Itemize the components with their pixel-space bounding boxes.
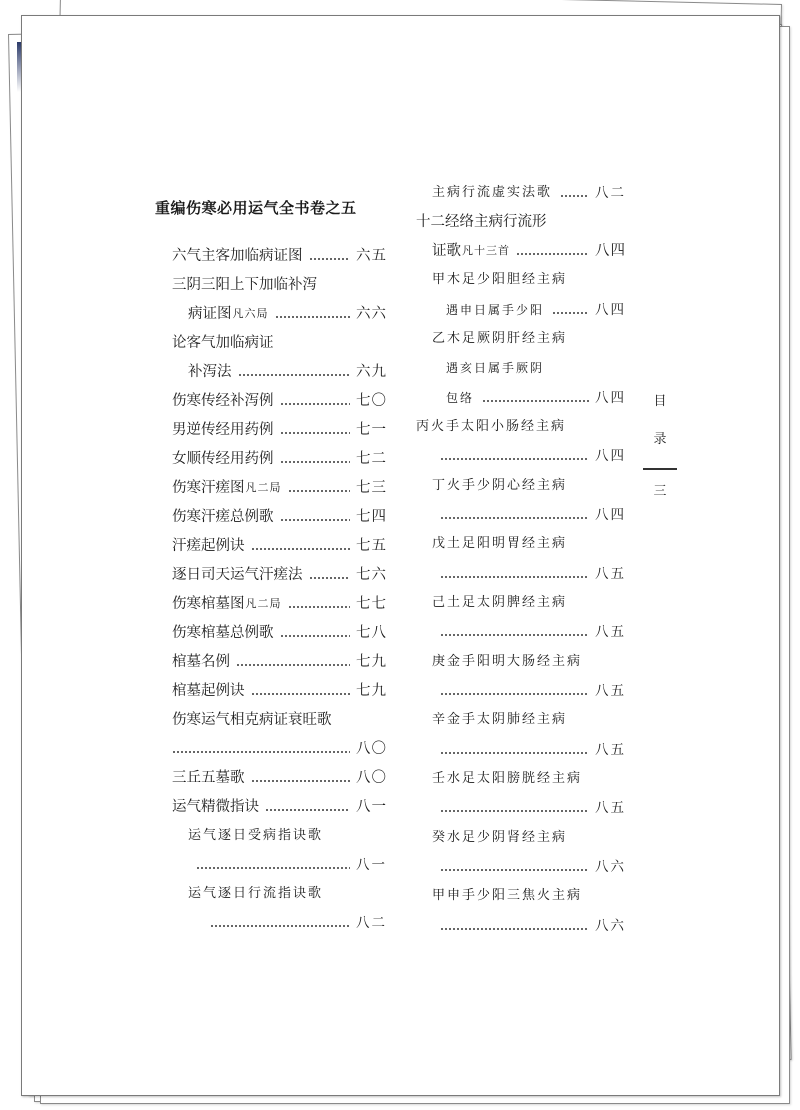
dot-leader <box>238 374 351 376</box>
toc-entry-title: 十二经络主病行流形 <box>416 214 547 230</box>
toc-entry[interactable] <box>416 796 626 820</box>
toc-entry[interactable] <box>172 331 387 355</box>
toc-entry[interactable] <box>172 592 387 616</box>
toc-entry-page-number: 八五 <box>595 742 626 758</box>
toc-entry[interactable] <box>416 298 626 322</box>
toc-entry[interactable] <box>172 447 387 471</box>
toc-entry[interactable] <box>416 327 626 351</box>
dot-leader <box>265 809 350 811</box>
toc-entry-title: 包络 <box>446 391 475 405</box>
dot-leader <box>482 400 589 402</box>
dot-leader <box>440 928 589 930</box>
dot-leader <box>440 634 589 636</box>
toc-entry-page-number: 七七 <box>356 596 387 612</box>
toc-entry-title: 伤寒汗瘥图 <box>172 480 245 496</box>
dot-leader <box>251 693 351 695</box>
toc-entry-title: 运气逐日受病指诀歌 <box>188 828 324 843</box>
toc-entry[interactable] <box>416 532 626 556</box>
toc-entry-title: 补泻法 <box>188 364 232 380</box>
toc-entry-page-number: 七九 <box>356 683 387 699</box>
toc-entry[interactable] <box>416 268 626 292</box>
dot-leader <box>280 461 351 463</box>
toc-entry-title: 男逆传经用药例 <box>172 422 274 438</box>
toc-entry-page-number: 七九 <box>356 654 387 670</box>
toc-entry[interactable] <box>416 738 626 762</box>
dot-leader <box>309 577 351 579</box>
toc-entry-page-number: 八六 <box>595 918 626 934</box>
toc-entry-title: 伤寒汗瘥总例歌 <box>172 509 274 525</box>
toc-entry-page-number: 七五 <box>356 538 387 554</box>
toc-entry-title: 乙木足厥阴肝经主病 <box>432 331 568 346</box>
toc-entry[interactable] <box>416 914 626 938</box>
toc-entry-page-number: 六五 <box>356 248 387 264</box>
toc-entry[interactable] <box>172 360 387 384</box>
side-label-rule <box>643 468 677 470</box>
toc-entry[interactable] <box>416 181 626 205</box>
toc-entry[interactable] <box>416 767 626 791</box>
toc-entry-note: 凡十三首 <box>462 244 510 257</box>
toc-entry-title: 运气逐日行流指诀歌 <box>188 886 324 901</box>
toc-entry-page-number: 七三 <box>356 480 387 496</box>
toc-entry-title: 甲申手少阳三焦火主病 <box>432 888 583 903</box>
toc-entry[interactable] <box>416 210 626 234</box>
toc-entry-title: 伤寒传经补泻例 <box>172 393 274 409</box>
dot-leader <box>280 635 351 637</box>
toc-entry-title: 壬水足太阳膀胱经主病 <box>432 771 583 786</box>
dot-leader <box>560 195 589 197</box>
dot-leader <box>288 490 351 492</box>
dot-leader <box>280 432 351 434</box>
toc-entry-title: 伤寒运气相克病证衰旺歌 <box>172 712 332 728</box>
toc-entry-title: 己土足太阴脾经主病 <box>432 595 568 610</box>
toc-page <box>21 15 780 1096</box>
dot-leader <box>440 458 589 460</box>
toc-entry[interactable] <box>416 884 626 908</box>
toc-entry-page-number: 八四 <box>595 448 626 464</box>
toc-entry-title: 病证图 <box>188 306 232 322</box>
side-label-char-1: 目 <box>653 394 667 409</box>
dot-leader <box>440 869 589 871</box>
toc-entry-page-number: 八四 <box>595 243 626 259</box>
toc-entry-page-number: 八一 <box>356 799 387 815</box>
dot-leader <box>440 576 589 578</box>
toc-entry[interactable] <box>172 563 387 587</box>
dot-leader <box>552 312 589 314</box>
dot-leader <box>280 519 351 521</box>
toc-entry-title: 伤寒棺墓图 <box>172 596 245 612</box>
toc-entry[interactable] <box>416 356 626 380</box>
toc-entry-title: 三阴三阳上下加临补泻 <box>172 277 317 293</box>
toc-entry-page-number: 七〇 <box>356 393 387 409</box>
dot-leader <box>440 752 589 754</box>
toc-entry[interactable] <box>416 386 626 410</box>
toc-entry-title: 论客气加临病证 <box>172 335 274 351</box>
toc-entry[interactable] <box>416 650 626 674</box>
toc-entry-page-number: 七八 <box>356 625 387 641</box>
toc-entry-page-number: 八五 <box>595 683 626 699</box>
toc-entry[interactable] <box>172 302 387 326</box>
toc-entry[interactable] <box>172 737 387 761</box>
toc-entry[interactable] <box>172 505 387 529</box>
toc-entry-title: 伤寒棺墓总例歌 <box>172 625 274 641</box>
toc-entry[interactable] <box>172 244 387 268</box>
toc-entry-page-number: 八五 <box>595 800 626 816</box>
side-label-char-2: 录 <box>653 432 667 447</box>
toc-entry[interactable] <box>416 708 626 732</box>
toc-entry-page-number: 八四 <box>595 390 626 406</box>
toc-entry[interactable] <box>172 708 387 732</box>
toc-entry[interactable] <box>416 239 626 263</box>
dot-leader <box>288 606 351 608</box>
dot-leader <box>236 664 350 666</box>
side-page-number: 三 <box>653 484 667 499</box>
toc-entry[interactable] <box>416 474 626 498</box>
dot-leader <box>196 867 350 869</box>
dot-leader <box>516 253 589 255</box>
dot-leader <box>440 810 589 812</box>
toc-entry-note: 凡二局 <box>245 597 282 610</box>
toc-entry[interactable] <box>172 911 387 935</box>
toc-entry-title: 棺墓名例 <box>172 654 230 670</box>
toc-entry-title: 逐日司天运气汗瘥法 <box>172 567 303 583</box>
toc-entry[interactable] <box>172 824 387 848</box>
dot-leader <box>275 316 351 318</box>
dot-leader <box>251 780 351 782</box>
toc-entry-title: 女顺传经用药例 <box>172 451 274 467</box>
dot-leader <box>251 548 351 550</box>
toc-entry[interactable] <box>172 273 387 297</box>
toc-entry-title: 丙火手太阳小肠经主病 <box>416 419 567 434</box>
toc-entry-page-number: 八六 <box>595 859 626 875</box>
toc-entry[interactable] <box>416 855 626 879</box>
toc-entry-page-number: 七四 <box>356 509 387 525</box>
toc-entry[interactable] <box>416 679 626 703</box>
toc-entry[interactable] <box>172 418 387 442</box>
toc-entry[interactable] <box>172 795 387 819</box>
toc-entry-note: 凡二局 <box>245 481 282 494</box>
toc-entry-page-number: 七一 <box>356 422 387 438</box>
toc-entry[interactable] <box>416 562 626 586</box>
toc-entry-title: 戊土足阳明胃经主病 <box>432 536 568 551</box>
toc-entry-title: 证歌 <box>432 243 461 259</box>
toc-entry-title: 汗瘥起例诀 <box>172 538 245 554</box>
volume-title: 重编伤寒必用运气全书卷之五 <box>155 199 357 217</box>
toc-entry[interactable] <box>416 444 626 468</box>
toc-entry-note: 凡六局 <box>232 307 269 320</box>
toc-entry-page-number: 八〇 <box>356 741 387 757</box>
toc-entry[interactable] <box>172 853 387 877</box>
toc-entry-title: 庚金手阳明大肠经主病 <box>432 654 583 669</box>
toc-entry-title: 六气主客加临病证图 <box>172 248 303 264</box>
toc-entry-page-number: 六九 <box>356 364 387 380</box>
toc-entry-page-number: 六六 <box>356 306 387 322</box>
toc-entry-title: 遇申日属手少阳 <box>446 303 545 317</box>
toc-entry[interactable] <box>416 591 626 615</box>
toc-entry-page-number: 八四 <box>595 507 626 523</box>
dot-leader <box>440 517 589 519</box>
toc-entry-page-number: 八四 <box>595 302 626 318</box>
toc-entry-title: 癸水足少阴肾经主病 <box>432 830 568 845</box>
toc-entry[interactable] <box>172 621 387 645</box>
toc-entry[interactable] <box>172 534 387 558</box>
dot-leader <box>280 403 351 405</box>
toc-entry[interactable] <box>172 882 387 906</box>
toc-entry-page-number: 八五 <box>595 624 626 640</box>
toc-entry-page-number: 八五 <box>595 566 626 582</box>
dot-leader <box>440 693 589 695</box>
toc-entry-title: 丁火手少阴心经主病 <box>432 478 568 493</box>
toc-entry-page-number: 八二 <box>595 185 626 201</box>
toc-entry-page-number: 八一 <box>356 857 387 873</box>
toc-entry[interactable] <box>172 650 387 674</box>
toc-entry[interactable] <box>172 766 387 790</box>
dot-leader <box>309 258 351 260</box>
toc-entry[interactable] <box>416 415 626 439</box>
toc-entry-page-number: 七二 <box>356 451 387 467</box>
toc-entry-page-number: 七六 <box>356 567 387 583</box>
toc-entry-title: 遇亥日属手厥阴 <box>446 361 545 375</box>
toc-entry-title: 三丘五墓歌 <box>172 770 245 786</box>
toc-entry[interactable] <box>172 679 387 703</box>
toc-entry[interactable] <box>172 476 387 500</box>
dot-leader <box>172 751 350 753</box>
toc-entry-title: 运气精微指诀 <box>172 799 259 815</box>
toc-entry[interactable] <box>416 503 626 527</box>
toc-entry-title: 主病行流虚实法歌 <box>432 185 553 200</box>
toc-entry-page-number: 八二 <box>356 915 387 931</box>
toc-entry-title: 辛金手太阴肺经主病 <box>432 712 568 727</box>
toc-entry-title: 甲木足少阳胆经主病 <box>432 272 568 287</box>
toc-entry[interactable] <box>172 389 387 413</box>
dot-leader <box>210 925 350 927</box>
toc-entry[interactable] <box>416 826 626 850</box>
toc-entry-title: 棺墓起例诀 <box>172 683 245 699</box>
toc-entry-page-number: 八〇 <box>356 770 387 786</box>
side-section-label <box>642 392 678 520</box>
toc-entry[interactable] <box>416 620 626 644</box>
